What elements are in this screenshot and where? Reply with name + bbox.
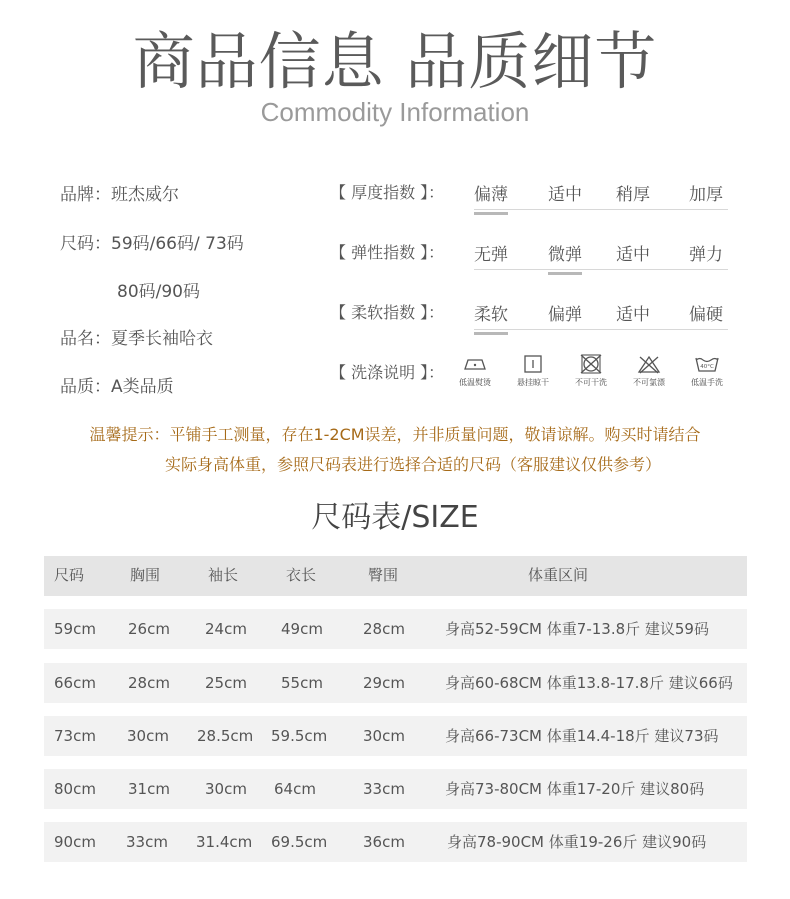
- table-row: [44, 663, 747, 703]
- wash-caption: 不可氯漂: [633, 378, 665, 387]
- header-cell: 臀围: [368, 566, 399, 584]
- product-name-info: 品名：夏季长袖哈衣: [60, 329, 213, 349]
- wash-caption: 低温熨烫: [459, 378, 491, 387]
- softness-option: 柔软: [474, 300, 508, 325]
- elasticity-options: [474, 240, 728, 270]
- softness-label: 【 柔软指数 】：: [330, 303, 445, 322]
- size-info: 尺码：59码/66码/ 73码: [60, 234, 244, 254]
- page-title: 商品信息 品质细节: [132, 25, 658, 98]
- table-cell: 59cm: [54, 620, 96, 638]
- hand-wash-icon: [693, 354, 721, 374]
- table-cell: 80cm: [54, 780, 96, 798]
- elasticity-option: 适中: [616, 245, 650, 265]
- size-table-header: [44, 556, 747, 596]
- table-cell: 24cm: [205, 620, 247, 638]
- table-row: [44, 609, 747, 649]
- table-cell: 30cm: [127, 727, 169, 745]
- softness-option: 偏硬: [689, 305, 723, 325]
- table-cell: 身高52-59CM 体重7-13.8斤 建议59码: [445, 620, 709, 638]
- wash-caption: 不可干洗: [575, 378, 607, 387]
- notice-line-1: 温馨提示：平铺手工测量，存在1-2CM误差，并非质量问题，敬请谅解。购买时请结合: [89, 425, 701, 444]
- size-table-title: 尺码表/SIZE: [311, 500, 479, 535]
- page-subtitle: Commodity Information: [260, 97, 530, 127]
- table-cell: 28.5cm: [197, 727, 254, 745]
- size-info-cont: 80码/90码: [117, 282, 200, 302]
- header-cell: 袖长: [208, 566, 239, 584]
- softness-option: 偏弹: [548, 305, 582, 325]
- table-cell: 30cm: [363, 727, 405, 745]
- wash-item: [565, 354, 617, 388]
- table-cell: 30cm: [205, 780, 247, 798]
- thickness-option: 稍厚: [616, 185, 650, 205]
- table-cell: 31cm: [128, 780, 170, 798]
- wash-item: [623, 354, 675, 388]
- table-cell: 36cm: [363, 833, 405, 851]
- table-cell: 49cm: [281, 620, 323, 638]
- table-cell: 身高66-73CM 体重14.4-18斤 建议73码: [445, 727, 719, 745]
- thickness-options: [474, 180, 728, 210]
- table-cell: 28cm: [128, 674, 170, 692]
- table-cell: 31.4cm: [196, 833, 253, 851]
- elasticity-option: 无弹: [474, 245, 508, 265]
- thickness-label: 【 厚度指数 】：: [330, 183, 445, 202]
- table-cell: 33cm: [126, 833, 168, 851]
- table-row: [44, 822, 747, 862]
- softness-options: [474, 300, 728, 330]
- hang-dry-icon: [520, 354, 546, 374]
- table-cell: 身高73-80CM 体重17-20斤 建议80码: [445, 780, 705, 798]
- wash-item: [449, 354, 501, 388]
- table-cell: 28cm: [363, 620, 405, 638]
- wash-icons: [455, 354, 745, 394]
- table-cell: 55cm: [281, 674, 323, 692]
- table-cell: 59.5cm: [271, 727, 328, 745]
- table-cell: 身高78-90CM 体重19-26斤 建议90码: [447, 833, 707, 851]
- header-cell: 胸围: [130, 566, 161, 584]
- wash-item: [681, 354, 733, 388]
- table-cell: 25cm: [205, 674, 247, 692]
- elasticity-option: 微弹: [548, 240, 582, 265]
- table-cell: 66cm: [54, 674, 96, 692]
- wash-label: 【 洗涤说明 】：: [330, 363, 445, 382]
- no-bleach-icon: [636, 354, 662, 374]
- table-cell: 73cm: [54, 727, 96, 745]
- thickness-option: 适中: [548, 185, 582, 205]
- elasticity-label: 【 弹性指数 】：: [330, 243, 445, 262]
- softness-option: 适中: [616, 305, 650, 325]
- table-cell: 64cm: [274, 780, 316, 798]
- elasticity-option: 弹力: [689, 245, 723, 265]
- header-cell: 体重区间: [528, 566, 589, 584]
- wash-item: [507, 354, 559, 388]
- thickness-option: 加厚: [689, 185, 723, 205]
- low-temp-iron-icon: [462, 354, 488, 374]
- table-cell: 29cm: [363, 674, 405, 692]
- wash-caption: 悬挂晾干: [517, 378, 549, 387]
- quality-info: 品质：A类品质: [60, 377, 174, 397]
- wash-caption: 低温手洗: [691, 378, 723, 387]
- table-cell: 69.5cm: [271, 833, 328, 851]
- table-cell: 90cm: [54, 833, 96, 851]
- thickness-option: 偏薄: [474, 180, 508, 205]
- table-row: [44, 769, 747, 809]
- brand-info: 品牌：班杰威尔: [60, 185, 179, 205]
- notice-line-2: 实际身高体重，参照尺码表进行选择合适的尺码（客服建议仅供参考）: [164, 455, 661, 474]
- header-cell: 衣长: [286, 566, 317, 584]
- no-dry-clean-icon: [578, 354, 604, 374]
- table-row: [44, 716, 747, 756]
- header-cell: 尺码: [54, 566, 85, 584]
- table-cell: 身高60-68CM 体重13.8-17.8斤 建议66码: [445, 674, 733, 692]
- table-cell: 26cm: [128, 620, 170, 638]
- svg-text:40°C: 40°C: [700, 364, 714, 370]
- table-cell: 33cm: [363, 780, 405, 798]
